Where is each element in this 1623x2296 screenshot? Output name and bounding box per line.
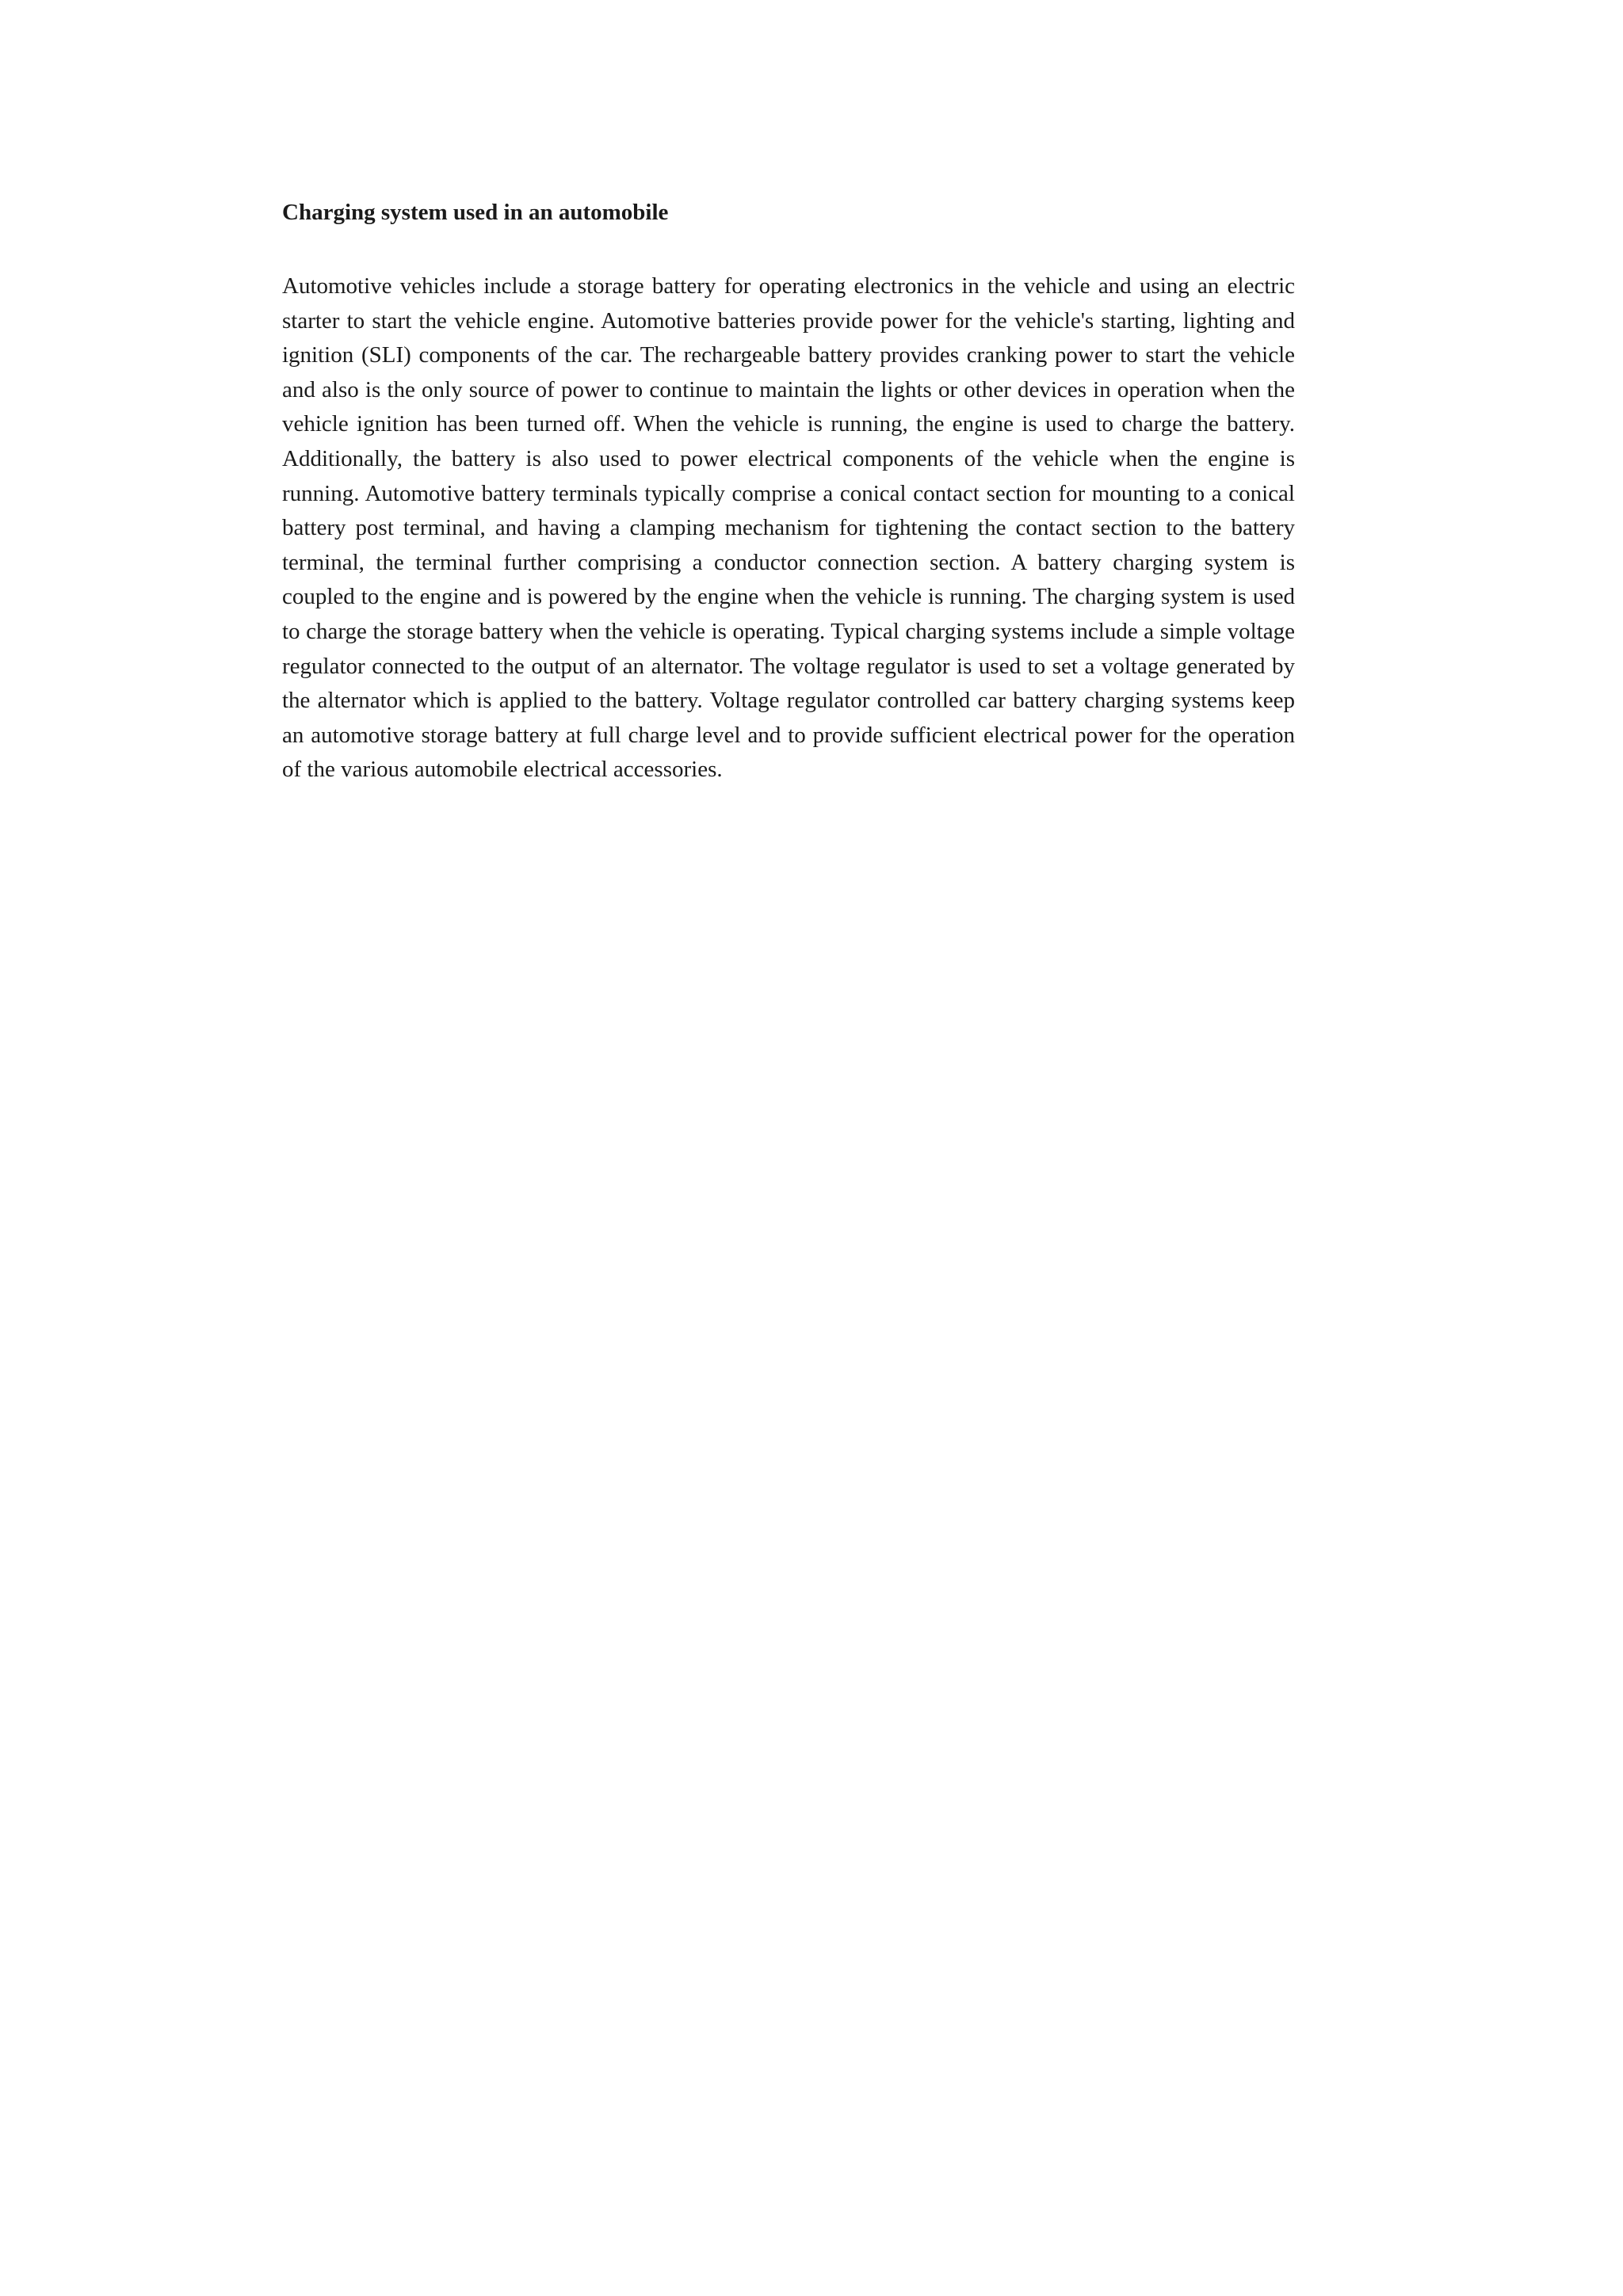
document-title: Charging system used in an automobile — [282, 200, 669, 225]
document-content — [282, 196, 1295, 788]
document-paragraph: Automotive vehicles include a storage battery for operating electronics in the vehicle and using an electric starter to start the vehicle engine. Automotive batteries provide power for the vehicle's starting, lighting and ignition (SLI) components of the car. The rechargeable battery provides cranking power to start the vehicle and also is the only source of power to continue to maintain the lights or other devices in operation when the vehicle ignition has been turned off. When the vehicle is running, the engine is used to charge the battery. Additionally, the battery is also used to power electrical components of the vehicle when the engine is running. Automotive battery terminals typically comprise a conical contact section for mounting to a conical battery post terminal, and having a clamping mechanism for tightening the contact section to the battery terminal, the terminal further comprising a conductor connection section. A battery charging system is coupled to the engine and is powered by the engine when the vehicle is running. The charging system is used to charge the storage battery when the vehicle is operating. Typical charging systems include a simple voltage regulator connected to the output of an alternator. The voltage regulator is used to set a voltage generated by the alternator which is applied to the battery. Voltage regulator controlled car battery charging systems keep an automotive storage battery at full charge level and to provide sufficient electrical power for the operation of the various automobile electrical accessories. — [282, 273, 1295, 783]
